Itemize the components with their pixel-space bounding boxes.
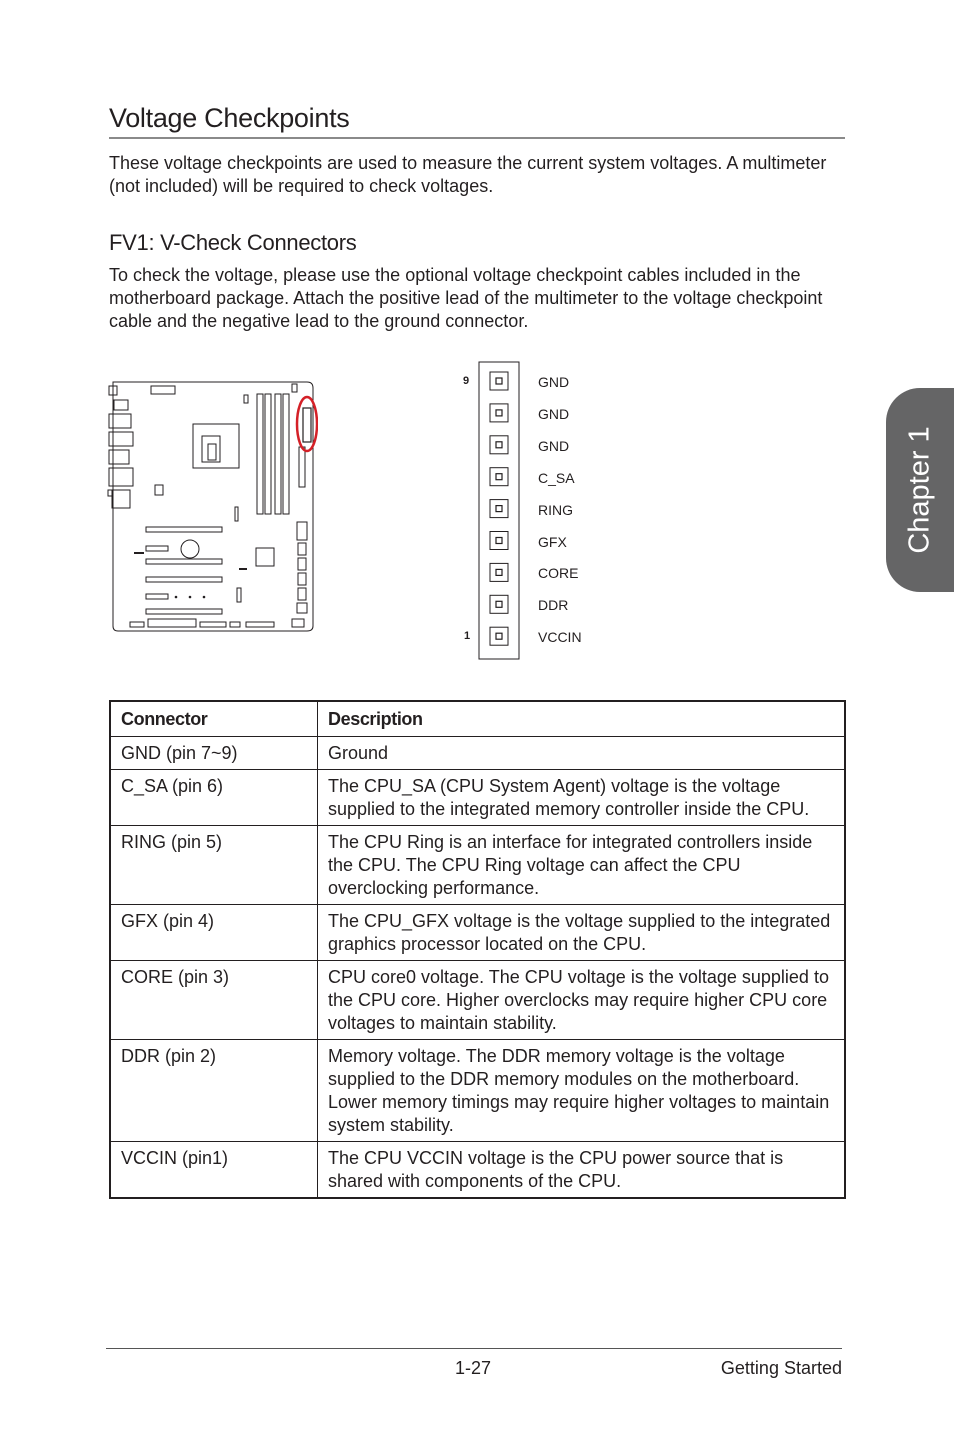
section-title: Voltage Checkpoints	[109, 103, 350, 133]
table-row	[110, 1142, 845, 1199]
pin-contact	[496, 474, 502, 480]
table-cell-description: The CPU Ring is an interface for integrated controllers inside the CPU. The CPU Ring voltage can affect the CPU overclocking performance.	[318, 826, 846, 905]
table-row	[110, 961, 845, 1040]
pin-contact	[496, 442, 502, 448]
pin-square	[490, 404, 508, 422]
table-row	[110, 905, 845, 961]
table-cell-description: The CPU VCCIN voltage is the CPU power source that is shared with components of the CPU.	[318, 1142, 846, 1199]
motherboard-diagram	[104, 372, 318, 636]
vcheck-pin-strip	[466, 360, 526, 662]
pin-square	[490, 436, 508, 454]
pin-square	[490, 500, 508, 518]
pin-label-2: DDR	[538, 597, 569, 613]
pin-square	[490, 532, 508, 550]
pin-square	[490, 468, 508, 486]
table-header-row	[110, 701, 845, 737]
table-cell-connector: DDR (pin 2)	[110, 1040, 318, 1142]
pin-label-9: GND	[538, 374, 570, 390]
section-title-rule	[109, 137, 845, 139]
connector-table	[109, 700, 846, 1199]
table-header-description: Description	[318, 701, 846, 737]
pin-square	[490, 372, 508, 390]
pin-square	[490, 627, 508, 645]
table-cell-connector: RING (pin 5)	[110, 826, 318, 905]
subsection-title: FV1: V-Check Connectors	[109, 230, 357, 255]
footer-rule	[106, 1348, 842, 1349]
pin-label-1: VCCIN	[538, 629, 582, 645]
page-number: 1-27	[455, 1358, 492, 1378]
table-row	[110, 737, 845, 770]
table-cell-description: CPU core0 voltage. The CPU voltage is the voltage supplied to the CPU core. Higher overclocks may require higher CPU core voltages to maintain stability.	[318, 961, 846, 1040]
table-cell-description: The CPU_SA (CPU System Agent) voltage is the voltage supplied to the integrated memory controller inside the CPU.	[318, 770, 846, 826]
pin-contact	[496, 569, 502, 575]
pin-number-bottom: 1	[464, 630, 471, 642]
pin-number-top: 9	[463, 375, 470, 387]
table-cell-connector: GND (pin 7~9)	[110, 737, 318, 770]
table-cell-description: The CPU_GFX voltage is the voltage supplied to the integrated graphics processor located on the CPU.	[318, 905, 846, 961]
chapter-tab	[886, 388, 954, 592]
footer-section-name: Getting Started	[720, 1358, 842, 1378]
table-cell-connector: CORE (pin 3)	[110, 961, 318, 1040]
table-row	[110, 1040, 845, 1142]
pin-contact	[496, 601, 502, 607]
pin-contact	[496, 633, 502, 639]
section-intro: These voltage checkpoints are used to measure the current system voltages. A multimeter (not included) will be required to check voltages.	[109, 153, 827, 196]
pin-label-8: GND	[538, 406, 570, 422]
pin-label-5: RING	[538, 502, 573, 518]
subsection-body: To check the voltage, please use the optional voltage checkpoint cables included in the motherboard package. Attach the positive lead of the multimeter to the voltage checkpoint cable and the negative lead to the ground connector.	[109, 265, 823, 331]
table-row	[110, 770, 845, 826]
table-cell-connector: C_SA (pin 6)	[110, 770, 318, 826]
pin-contact	[496, 538, 502, 544]
chapter-tab-label: Chapter 1	[903, 426, 936, 554]
table-cell-connector: VCCIN (pin1)	[110, 1142, 318, 1199]
pin-contact	[496, 410, 502, 416]
pin-contact	[496, 506, 502, 512]
pin-square	[490, 595, 508, 613]
table-cell-connector: GFX (pin 4)	[110, 905, 318, 961]
pin-square	[490, 563, 508, 581]
table-cell-description: Memory voltage. The DDR memory voltage is the voltage supplied to the DDR memory modules on the motherboard. Lower memory timings may require higher voltages to maintain system stability.	[318, 1040, 846, 1142]
pin-label-6: C_SA	[538, 470, 575, 486]
table-row	[110, 826, 845, 905]
pin-label-7: GND	[538, 438, 570, 454]
pin-contact	[496, 378, 502, 384]
pin-label-4: GFX	[538, 534, 567, 550]
table-header-connector: Connector	[110, 701, 318, 737]
pin-label-3: CORE	[538, 565, 579, 581]
table-cell-description: Ground	[318, 737, 846, 770]
